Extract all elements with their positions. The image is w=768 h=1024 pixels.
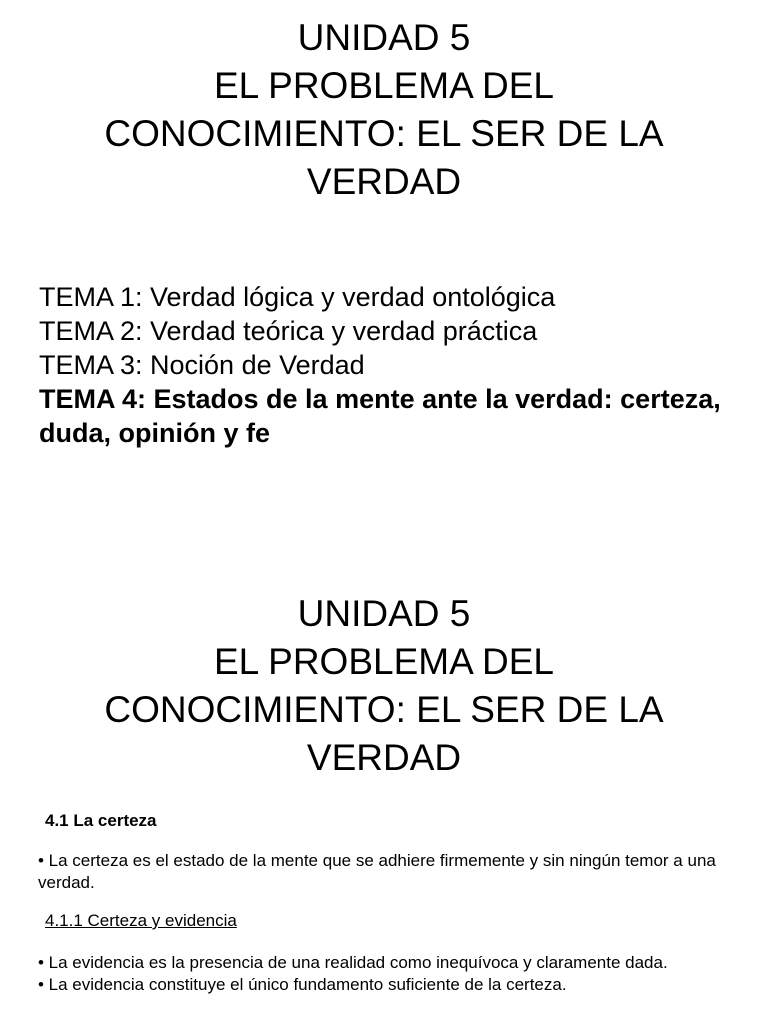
topic-item: TEMA 3: Noción de Verdad <box>39 350 365 380</box>
title-line: UNIDAD 5 <box>297 17 471 58</box>
title-line: UNIDAD 5 <box>297 593 471 634</box>
paragraph: • La evidencia constituye el único fundamento suficiente de la certeza. <box>38 975 567 994</box>
paragraph: • La evidencia es la presencia de una realidad como inequívoca y claramente dada. <box>38 953 668 972</box>
title-line: CONOCIMIENTO: EL SER DE LA <box>104 689 664 730</box>
title-line: EL PROBLEMA DEL <box>214 641 554 682</box>
paragraph: • La certeza es el estado de la mente que se adhiere firmemente y sin ningún temor a una verdad. <box>38 851 716 892</box>
slide-2 <box>0 580 768 1024</box>
slide-content <box>38 810 728 996</box>
title-line: CONOCIMIENTO: EL SER DE LA <box>104 113 664 154</box>
topic-item: TEMA 1: Verdad lógica y verdad ontológica <box>39 282 556 312</box>
section-heading: 4.1 La certeza <box>45 811 157 830</box>
topic-item: TEMA 2: Verdad teórica y verdad práctica <box>39 316 538 346</box>
title-line: VERDAD <box>306 737 462 778</box>
slide-title <box>0 580 768 782</box>
title-line: VERDAD <box>306 161 462 202</box>
title-line: EL PROBLEMA DEL <box>214 65 554 106</box>
sub-heading: 4.1.1 Certeza y evidencia <box>45 911 237 930</box>
topic-item-current: TEMA 4: Estados de la mente ante la verdad: certeza, duda, opinión y fe <box>39 384 721 448</box>
slide-title <box>0 0 768 206</box>
topic-list <box>39 280 739 450</box>
